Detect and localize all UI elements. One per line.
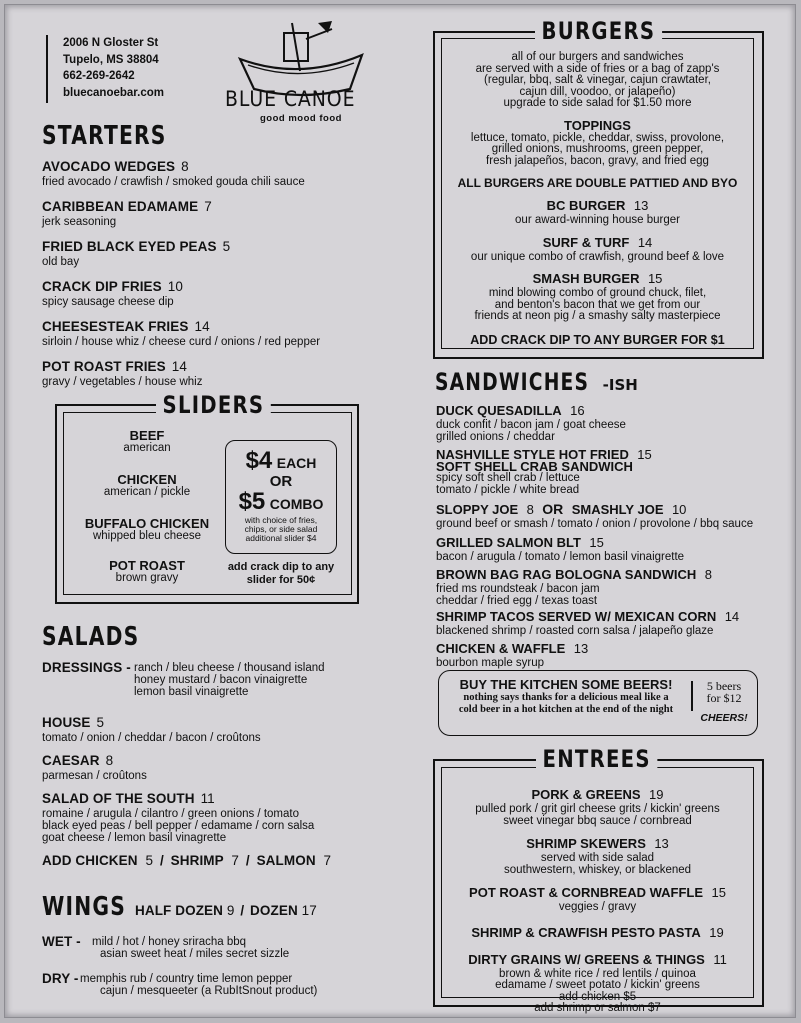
sandwiches-title: SANDWICHES (435, 368, 590, 396)
sandwich-desc: tomato / pickle / white bread (436, 483, 580, 496)
salad-desc: romaine / arugula / cilantro / green onions / tomato (42, 808, 299, 820)
salad-caesar (42, 752, 147, 782)
starter-item (42, 318, 402, 358)
sandwich-name: SLOPPY JOE (436, 502, 519, 517)
slider-name: CHICKEN (117, 472, 177, 487)
burger-name: SMASH BURGER (532, 271, 640, 286)
address-street: 2006 N Gloster St (63, 37, 159, 49)
starter-name: FRIED BLACK EYED PEAS (42, 239, 217, 254)
wings-dozen-label: DOZEN (250, 903, 298, 918)
address-city: Tupelo, MS 38804 (63, 53, 159, 66)
starter-name: CHEESESTEAK FRIES (42, 319, 189, 334)
sandwich-desc: ground beef or smash / tomato / onion / provolone / bbq sauce (436, 518, 754, 530)
starter-price: 8 (181, 159, 189, 174)
slider-or-label: OR (269, 473, 293, 490)
sandwich-price: 13 (573, 641, 589, 656)
entree-desc: served with side salad (540, 852, 655, 864)
wings-wet-line: mild / hot / honey sriracha bbq (92, 936, 247, 948)
burgers-intro: upgrade to side salad for $1.50 more (503, 97, 692, 109)
slider-combo-desc: additional slider $4 (245, 533, 317, 543)
slider-desc: brown gravy (115, 572, 179, 584)
starter-price: 7 (204, 199, 212, 214)
starters-title: STARTERS (42, 121, 167, 151)
wings-dozen-price: 17 (301, 903, 317, 918)
burger-price: 14 (637, 234, 653, 250)
entree-price: 19 (649, 787, 664, 802)
burgers-intro: cajun dill, voodoo, or jalapeño) (519, 85, 676, 98)
sandwich-bologna (436, 566, 712, 607)
burgers-intro: all of our burgers and sandwiches (511, 51, 684, 63)
salad-name: HOUSE (42, 715, 91, 730)
brand-name: BLUE CANOE (225, 87, 356, 111)
sandwich-desc: cheddar / fried egg / texas toast (436, 594, 598, 607)
menu-page (5, 5, 795, 1017)
salad-price: 5 (96, 715, 105, 730)
burger-name: BC BURGER (546, 198, 626, 213)
slider-desc: american / pickle (103, 486, 191, 498)
address-phone: 662-269-2642 (63, 70, 135, 82)
sandwich-name: BROWN BAG RAG BOLOGNA SANDWICH (436, 567, 697, 582)
sandwich-name: DUCK QUESADILLA (436, 403, 562, 418)
slider-desc: whipped bleu cheese (92, 530, 202, 542)
sandwich-desc: bourbon maple syrup (436, 657, 545, 669)
sandwich-desc: grilled onions / cheddar (436, 430, 555, 443)
slider-combo-label: COMBO (269, 496, 324, 512)
dressings-line: ranch / bleu cheese / thousand island (134, 662, 325, 674)
slider-combo-desc: with choice of fries, (244, 515, 318, 525)
entree-name: POT ROAST & CORNBREAD WAFFLE (469, 885, 704, 900)
salad-desc: parmesan / croûtons (42, 770, 147, 782)
sandwich-price: 15 (637, 447, 652, 462)
sliders-title: SLIDERS (156, 391, 271, 419)
sandwich-nashville (436, 449, 766, 496)
sandwich-waffle (436, 640, 588, 670)
starter-desc: old bay (42, 256, 80, 268)
sandwich-price: 14 (724, 609, 740, 624)
burger-desc: our unique combo of crawfish, ground beef & love (470, 250, 725, 263)
burger-desc: friends at neon pig / a smashy salty masterpiece (474, 310, 721, 322)
entree-price: 15 (711, 885, 726, 900)
sandwich-tacos (436, 608, 739, 638)
add-shrimp-label: SHRIMP (170, 853, 224, 868)
sandwich-desc: blackened shrimp / roasted corn salsa / jalapeño glaze (436, 625, 714, 637)
salad-south (42, 790, 314, 844)
add-salmon-label: SALMON (256, 853, 316, 868)
burger-addon: ADD CRACK DIP TO ANY BURGER FOR $1 (470, 332, 725, 347)
sandwich-name: NASHVILLE STYLE HOT FRIED (436, 447, 629, 462)
starter-price: 10 (167, 279, 183, 294)
sandwich-desc: spicy soft shell crab / lettuce (436, 472, 580, 484)
entree-price: 11 (713, 951, 727, 967)
slider-item (67, 558, 227, 598)
starter-item (42, 278, 402, 318)
dressings-line: lemon basil vinaigrette (134, 686, 249, 698)
sandwich-desc: fried ms roundsteak / bacon jam (436, 583, 600, 595)
slider-item (67, 516, 227, 558)
starter-name: CARIBBEAN EDAMAME (42, 199, 199, 214)
starter-price: 14 (171, 359, 187, 374)
address-block (46, 35, 191, 103)
toppings-line: lettuce, tomato, pickle, cheddar, swiss, provolone, (470, 131, 725, 144)
sandwich-price: 8 (526, 502, 534, 517)
beers-box (438, 670, 758, 736)
sandwich-price: 15 (589, 535, 604, 550)
sandwich-desc: bacon / arugula / tomato / lemon basil vinaigrette (436, 551, 685, 563)
wings-dry-line: cajun / mesqueeter (a RubItSnout product) (100, 985, 318, 997)
entree-name: SHRIMP & CRAWFISH PESTO PASTA (471, 924, 701, 940)
slider-combo-desc: chips, or side salad (244, 524, 318, 534)
salad-house (42, 714, 261, 744)
wings-sizes: HALF DOZEN 9 / DOZEN 17 (135, 903, 317, 918)
salad-desc: tomato / onion / cheddar / bacon / croûtons (42, 732, 261, 744)
sandwich-price: 10 (671, 502, 687, 517)
salad-name: SALAD OF THE SOUTH (42, 791, 195, 806)
add-salmon-price: 7 (323, 853, 332, 868)
sandwich-name: SOFT SHELL CRAB SANDWICH (436, 459, 633, 474)
starter-item (42, 238, 402, 278)
starter-item (42, 198, 402, 238)
brand-logo (220, 19, 380, 129)
brand-tagline: good mood food (260, 113, 342, 124)
entree-price: 19 (709, 924, 724, 940)
slider-item (67, 472, 227, 516)
add-chicken-price: 5 (145, 853, 154, 868)
starter-desc: gravy / vegetables / house whiz (42, 376, 203, 388)
sandwich-name: GRILLED SALMON BLT (436, 535, 581, 550)
slider-addon (219, 561, 343, 587)
starter-desc: jerk seasoning (42, 216, 117, 228)
beers-line: nothing says thanks for a delicious meal like a (463, 692, 669, 703)
wings-dry-label: DRY - (42, 971, 79, 986)
starter-item (42, 158, 402, 198)
sandwich-sloppy (436, 501, 753, 531)
canoe-icon (220, 19, 380, 97)
toppings-line: fresh jalapeños, bacon, gravy, and fried egg (486, 154, 709, 167)
entree-desc: edamame / sweet potato / kickin' greens (495, 979, 700, 991)
salad-name: CAESAR (42, 753, 100, 768)
wings-wet-line: asian sweet heat / miles secret sizzle (100, 948, 290, 960)
sandwiches-title-row (435, 368, 638, 396)
entree-name: PORK & GREENS (531, 787, 641, 802)
starter-name: AVOCADO WEDGES (42, 159, 176, 174)
burger-desc: our award-winning house burger (515, 214, 680, 226)
starter-name: POT ROAST FRIES (42, 359, 166, 374)
entree-name: SHRIMP SKEWERS (526, 836, 646, 851)
beers-offer: for $12 (706, 691, 742, 705)
slider-name: POT ROAST (109, 558, 185, 573)
slider-list (67, 428, 227, 598)
burger-desc: and benton's bacon that we get from our (494, 298, 701, 311)
beers-line: cold beer in a hot kitchen at the end of the night (458, 704, 674, 715)
burger-name: SURF & TURF (542, 234, 630, 250)
slider-name: BUFFALO CHICKEN (84, 516, 210, 531)
sandwich-name: CHICKEN & WAFFLE (436, 641, 566, 656)
sandwich-or: OR (542, 501, 564, 517)
add-chicken-label: ADD CHICKEN (42, 853, 138, 868)
beers-title: BUY THE KITCHEN SOME BEERS! (459, 677, 673, 692)
wings-wet-label: WET - (42, 934, 81, 949)
sandwich-name: SHRIMP TACOS SERVED W/ MEXICAN CORN (436, 609, 717, 624)
starter-desc: sirloin / house whiz / cheese curd / onions / red pepper (42, 336, 321, 348)
entree-desc: pulled pork / grit girl cheese grits / kickin' greens (475, 803, 720, 815)
salads-title: SALADS (42, 622, 140, 652)
burger-price: 13 (633, 198, 649, 213)
add-shrimp-price: 7 (231, 853, 239, 868)
burgers-intro: (regular, bbq, salt & vinegar, cajun crawtater, (484, 74, 711, 86)
beers-cheers: CHEERS! (700, 712, 748, 724)
beers-divider (691, 681, 693, 711)
entree-desc: southwestern, whiskey, or blackened (503, 863, 692, 876)
sandwiches-title-suffix: -ISH (602, 376, 638, 394)
slider-item (67, 428, 227, 472)
wings-half-label: HALF DOZEN (135, 903, 223, 918)
salad-desc: goat cheese / lemon basil vinagrette (42, 832, 227, 844)
toppings-line: grilled onions, mushrooms, green pepper, (491, 143, 704, 155)
entree-desc: add shrimp or salmon $7 (534, 1002, 661, 1014)
entrees-title: ENTREES (536, 745, 657, 773)
entree-desc: sweet vinegar bbq sauce / cornbread (503, 814, 692, 827)
double-note: ALL BURGERS ARE DOUBLE PATTIED AND BYO (457, 176, 738, 190)
address-website: bluecanoebar.com (63, 86, 164, 99)
salad-addons: ADD CHICKEN 5 / SHRIMP 7 / SALMON 7 (42, 853, 332, 868)
sandwich-price: 16 (570, 403, 585, 418)
dressings-line: honey mustard / bacon vinaigrette (134, 674, 308, 686)
beers-offer: 5 beers (706, 679, 742, 693)
burgers-intro: are served with a side of fries or a bag of zapp's (475, 62, 720, 75)
slider-addon-line: add crack dip to any (227, 561, 335, 573)
entree-price: 13 (654, 836, 669, 851)
salad-price: 8 (105, 753, 114, 768)
burgers-title: BURGERS (535, 17, 662, 45)
toppings-label: TOPPINGS (564, 117, 631, 133)
starter-name: CRACK DIP FRIES (42, 279, 162, 294)
sandwich-salmon (436, 534, 684, 564)
sandwich-price: 8 (704, 567, 712, 582)
salad-desc: black eyed peas / bell pepper / edamame / corn salsa (42, 820, 315, 832)
entree-desc: add chicken $5 (558, 990, 637, 1003)
starter-desc: spicy sausage cheese dip (42, 296, 174, 308)
sandwich-desc: duck confit / bacon jam / goat cheese (436, 419, 626, 431)
slider-price-combo: $5 (238, 488, 266, 515)
starter-desc: fried avocado / crawfish / smoked gouda chili sauce (42, 176, 305, 188)
entree-desc: brown & white rice / red lentils / quinoa (499, 967, 696, 980)
slider-desc: american (123, 442, 171, 454)
dressings-label: DRESSINGS - (42, 660, 131, 675)
burger-desc: mind blowing combo of ground chuck, filet, (488, 287, 707, 299)
wings-dry-line: memphis rub / country time lemon pepper (80, 973, 293, 985)
starters-list (42, 158, 402, 398)
slider-addon-line: slider for 50¢ (246, 574, 316, 586)
wings-half-price: 9 (226, 903, 235, 918)
salad-price: 11 (200, 791, 215, 806)
burger-price: 15 (647, 271, 663, 286)
starter-price: 14 (194, 319, 210, 334)
slider-price-box (225, 440, 337, 554)
slider-each-label: EACH (276, 455, 317, 471)
slider-price-each: $4 (245, 447, 273, 474)
entree-desc: veggies / gravy (558, 901, 637, 913)
sandwich-name: SMASHLY JOE (571, 502, 664, 517)
slider-name: BEEF (129, 428, 165, 443)
entrees-content (445, 786, 750, 1015)
entree-name: DIRTY GRAINS W/ GREENS & THINGS (468, 951, 705, 967)
burgers-content (445, 52, 750, 347)
sandwich-duck (436, 402, 626, 443)
starter-price: 5 (222, 239, 231, 254)
wings-title: WINGS (42, 892, 126, 922)
